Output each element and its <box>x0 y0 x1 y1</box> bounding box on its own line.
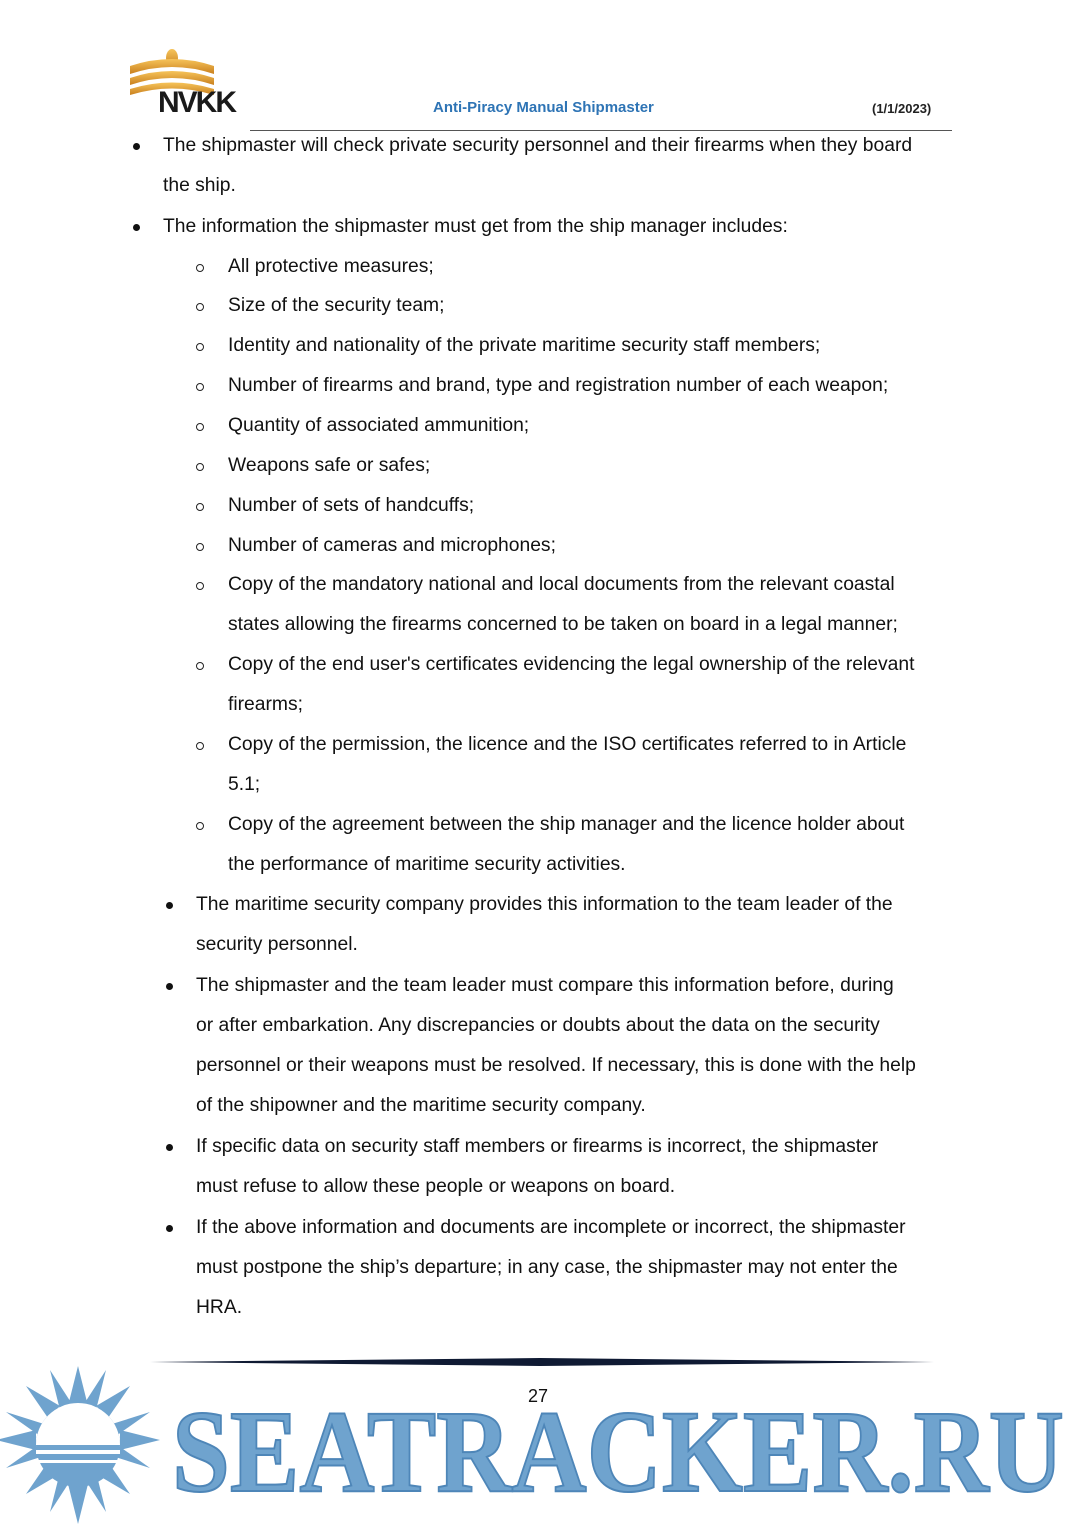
bullet-dot <box>166 983 173 990</box>
sub-bullet-circle <box>196 463 204 471</box>
sub-line: Number of cameras and microphones; <box>228 535 556 556</box>
sub-bullet-circle <box>196 343 204 351</box>
bullet-line: must refuse to allow these people or weapons on board. <box>196 1176 676 1197</box>
sub-bullet-circle <box>196 543 204 551</box>
bullet-line: security personnel. <box>196 934 358 955</box>
bullet-line: personnel or their weapons must be resolved. If necessary, this is done with the help <box>196 1055 916 1076</box>
bullet-line: of the shipowner and the maritime security company. <box>196 1095 646 1116</box>
bullet-line: The information the shipmaster must get from the ship manager includes: <box>163 216 788 237</box>
sub-line: 5.1; <box>228 774 261 795</box>
sun-icon <box>0 1366 160 1524</box>
sub-line: Quantity of associated ammunition; <box>228 415 530 436</box>
sub-bullet-circle <box>196 822 204 830</box>
bullet-line: the ship. <box>163 175 236 196</box>
sub-bullet-circle <box>196 383 204 391</box>
sub-bullet-circle <box>196 742 204 750</box>
sub-line: the performance of maritime security activities. <box>228 854 626 875</box>
bullet-dot <box>133 224 140 231</box>
sub-line: states allowing the firearms concerned to be taken on board in a legal manner; <box>228 614 898 635</box>
bullet-line: The shipmaster and the team leader must compare this information before, during <box>196 975 894 996</box>
sub-line: Copy of the agreement between the ship manager and the licence holder about <box>228 814 905 835</box>
watermark-text: SEATRACKER.RU <box>172 1386 1064 1517</box>
svg-text:NVKK: NVKK <box>158 86 236 116</box>
bullet-dot <box>133 143 140 150</box>
sub-line: Size of the security team; <box>228 295 445 316</box>
sub-bullet-circle <box>196 662 204 670</box>
sub-line: Copy of the end user's certificates evidencing the legal ownership of the relevant <box>228 654 915 675</box>
bullet-line: HRA. <box>196 1297 243 1318</box>
document-date: (1/1/2023) <box>872 101 932 116</box>
bullet-dot <box>166 1225 173 1232</box>
sub-line: Identity and nationality of the private maritime security staff members; <box>228 335 821 356</box>
bullet-line: If specific data on security staff members or firearms is incorrect, the shipmaster <box>196 1136 879 1157</box>
sub-line: Number of sets of handcuffs; <box>228 495 475 516</box>
bullet-line: or after embarkation. Any discrepancies or doubts about the data on the security <box>196 1015 880 1036</box>
bullet-line: The maritime security company provides this information to the team leader of the <box>196 894 893 915</box>
document-title: Anti-Piracy Manual Shipmaster <box>433 99 654 116</box>
sub-bullet-circle <box>196 423 204 431</box>
sub-line: Number of firearms and brand, type and registration number of each weapon; <box>228 375 889 396</box>
bullet-dot <box>166 902 173 909</box>
sub-line: firearms; <box>228 694 303 715</box>
bullet-line: If the above information and documents are incomplete or incorrect, the shipmaster <box>196 1217 906 1238</box>
sub-line: Copy of the permission, the licence and the ISO certificates referred to in Article <box>228 734 907 755</box>
bullet-line: must postpone the ship’s departure; in any case, the shipmaster may not enter the <box>196 1257 898 1278</box>
sub-bullet-circle <box>196 582 204 590</box>
sub-bullet-circle <box>196 503 204 511</box>
sub-bullet-circle <box>196 303 204 311</box>
bullet-line: The shipmaster will check private security personnel and their firearms when they board <box>163 135 913 156</box>
bullet-dot <box>166 1144 173 1151</box>
sub-line: Copy of the mandatory national and local documents from the relevant coastal <box>228 574 895 595</box>
sub-line: All protective measures; <box>228 256 434 277</box>
page-number: 27 <box>528 1386 549 1406</box>
sub-bullet-circle <box>196 264 204 272</box>
sub-line: Weapons safe or safes; <box>228 455 431 476</box>
nvkk-logo <box>128 48 240 116</box>
